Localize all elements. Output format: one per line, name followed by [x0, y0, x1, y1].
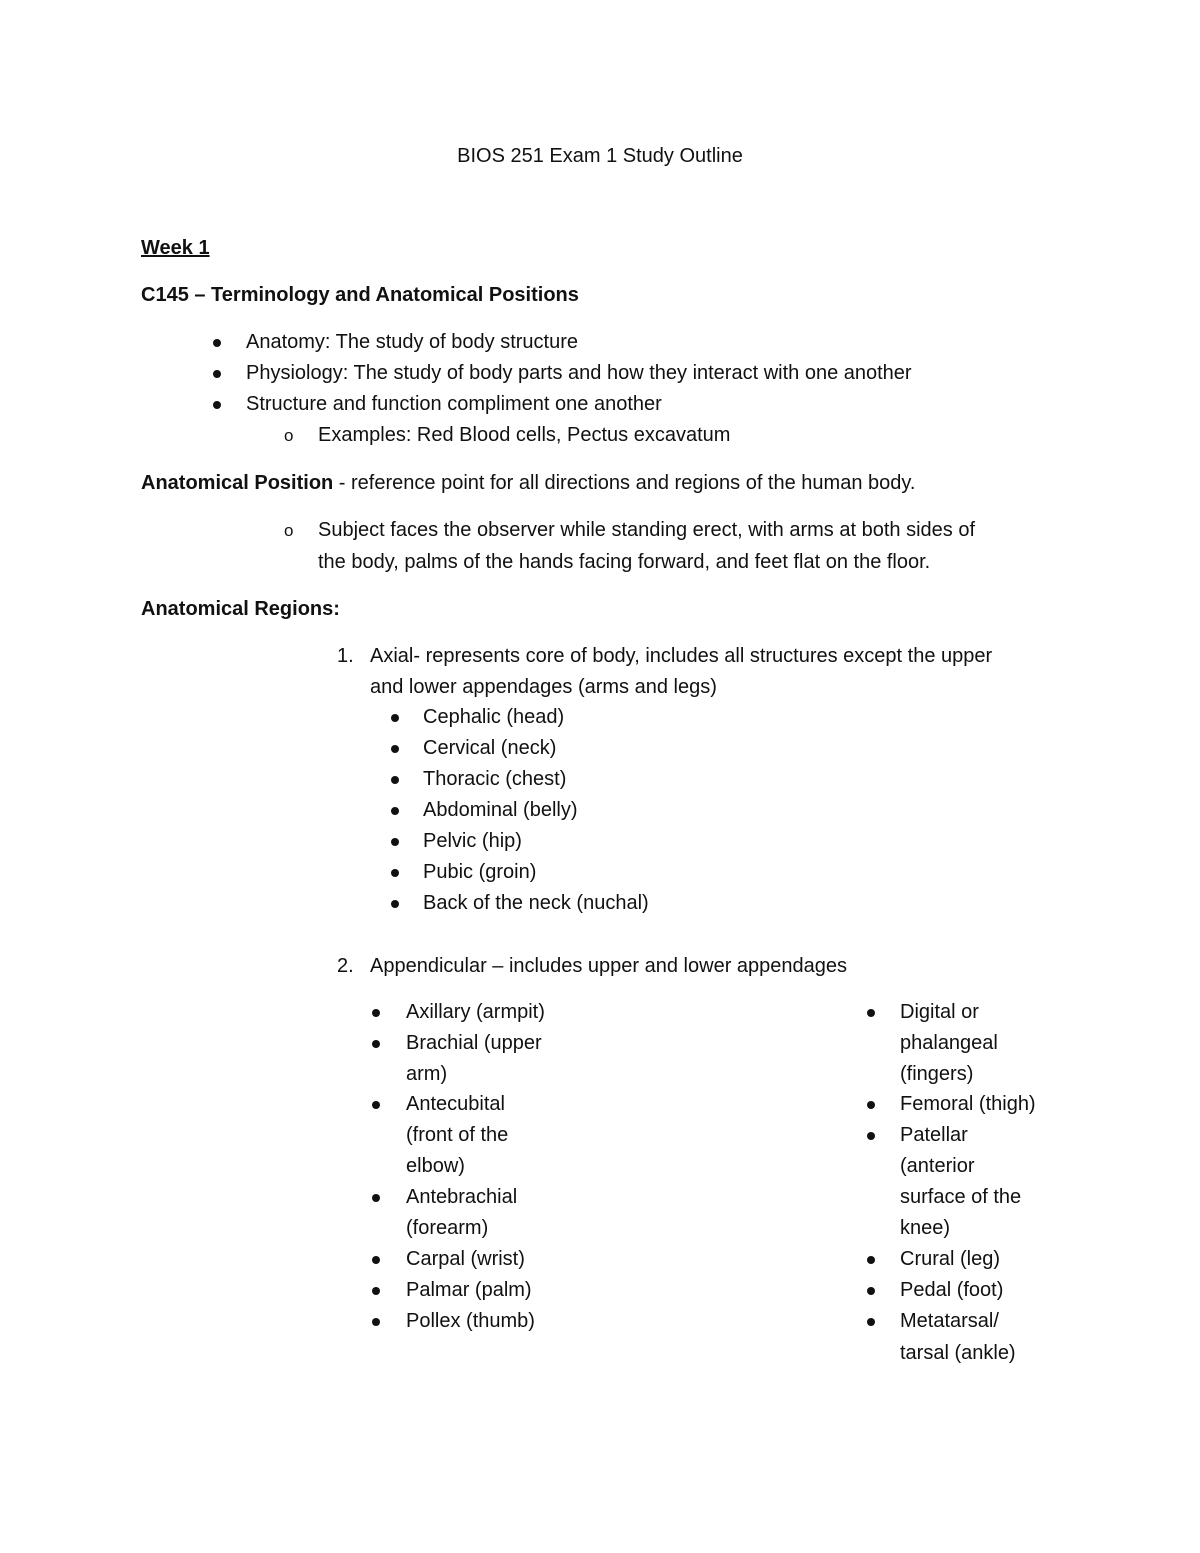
bullet-icon [372, 1101, 380, 1109]
bullet-icon [391, 869, 399, 877]
app-left-axillary: Axillary (armpit) [406, 1001, 545, 1023]
axial-item-pelvic: Pelvic (hip) [423, 830, 522, 852]
document-title: BIOS 251 Exam 1 Study Outline [457, 145, 743, 167]
axial-line-1: Axial- represents core of body, includes all structures except the upper [370, 645, 993, 667]
bullet-icon [867, 1287, 875, 1295]
bullet-icon [372, 1194, 380, 1202]
bullet-structure-function: Structure and function compliment one another [246, 393, 662, 415]
app-left-antecubital-3: elbow) [406, 1155, 465, 1177]
app-left-antecubital-2: (front of the [406, 1124, 509, 1146]
bullet-icon [372, 1287, 380, 1295]
week-heading: Week 1 [141, 237, 210, 259]
app-right-metatarsal-2: tarsal (ankle) [900, 1342, 1016, 1364]
bullet-icon [391, 776, 399, 784]
bullet-physiology: Physiology: The study of body parts and how they interact with one another [246, 362, 912, 384]
bullet-icon [867, 1101, 875, 1109]
list-number-2: 2. [337, 955, 354, 977]
app-left-brachial-2: arm) [406, 1063, 448, 1085]
axial-line-2: and lower appendages (arms and legs) [370, 676, 717, 698]
bullet-icon [213, 370, 221, 378]
anatomical-position-paragraph [141, 468, 915, 499]
bullet-anatomy: Anatomy: The study of body structure [246, 331, 579, 353]
bullet-icon [391, 807, 399, 815]
app-left-pollex: Pollex (thumb) [406, 1310, 535, 1332]
bullet-icon [372, 1256, 380, 1264]
app-right-patellar-2: (anterior [900, 1155, 975, 1177]
app-right-patellar-3: surface of the [900, 1186, 1022, 1208]
anatomical-regions-heading: Anatomical Regions: [141, 598, 340, 620]
bullet-icon [372, 1040, 380, 1048]
bullet-icon [867, 1009, 875, 1017]
app-right-digital-2: phalangeal [900, 1032, 998, 1054]
axial-item-thoracic: Thoracic (chest) [423, 768, 567, 790]
bullet-icon [867, 1318, 875, 1326]
app-left-antebrachial-1: Antebrachial [406, 1186, 518, 1208]
hollow-circle-bullet-icon: o [284, 521, 294, 540]
app-right-crural: Crural (leg) [900, 1248, 1001, 1270]
bullet-icon [867, 1256, 875, 1264]
axial-item-nuchal: Back of the neck (nuchal) [423, 892, 649, 914]
list-number-1: 1. [337, 645, 354, 667]
anatomical-position-sub-line-2: the body, palms of the hands facing forward, and feet flat on the floor. [318, 551, 931, 573]
app-left-brachial-1: Brachial (upper [406, 1032, 542, 1054]
app-right-femoral: Femoral (thigh) [900, 1093, 1036, 1115]
app-left-carpal: Carpal (wrist) [406, 1248, 525, 1270]
axial-item-cephalic: Cephalic (head) [423, 706, 565, 728]
bullet-icon [391, 714, 399, 722]
bullet-icon [213, 401, 221, 409]
bullet-icon [391, 838, 399, 846]
section-heading-terminology: C145 – Terminology and Anatomical Positions [141, 284, 579, 306]
bullet-icon [372, 1009, 380, 1017]
axial-item-abdominal: Abdominal (belly) [423, 799, 578, 821]
bullet-icon [867, 1132, 875, 1140]
bullet-icon [213, 339, 221, 347]
anatomical-position-definition: - reference point for all directions and regions of the human body. [333, 472, 916, 494]
bullet-icon [391, 900, 399, 908]
axial-item-cervical: Cervical (neck) [423, 737, 557, 759]
app-right-patellar-1: Patellar [900, 1124, 968, 1146]
sub-bullet-examples: Examples: Red Blood cells, Pectus excavatum [318, 424, 731, 446]
axial-item-pubic: Pubic (groin) [423, 861, 537, 883]
app-right-digital-3: (fingers) [900, 1063, 974, 1085]
anatomical-position-sub-line-1: Subject faces the observer while standing erect, with arms at both sides of [318, 519, 976, 541]
app-right-patellar-4: knee) [900, 1217, 951, 1239]
app-left-antebrachial-2: (forearm) [406, 1217, 489, 1239]
hollow-circle-bullet-icon: o [284, 426, 294, 445]
app-left-palmar: Palmar (palm) [406, 1279, 532, 1301]
app-left-antecubital-1: Antecubital [406, 1093, 505, 1115]
bullet-icon [391, 745, 399, 753]
bullet-icon [372, 1318, 380, 1326]
app-right-pedal: Pedal (foot) [900, 1279, 1004, 1301]
appendicular-line: Appendicular – includes upper and lower appendages [370, 955, 848, 977]
app-right-metatarsal-1: Metatarsal/ [900, 1310, 999, 1332]
app-right-digital-1: Digital or [900, 1001, 979, 1023]
anatomical-position-heading: Anatomical Position [141, 472, 334, 494]
